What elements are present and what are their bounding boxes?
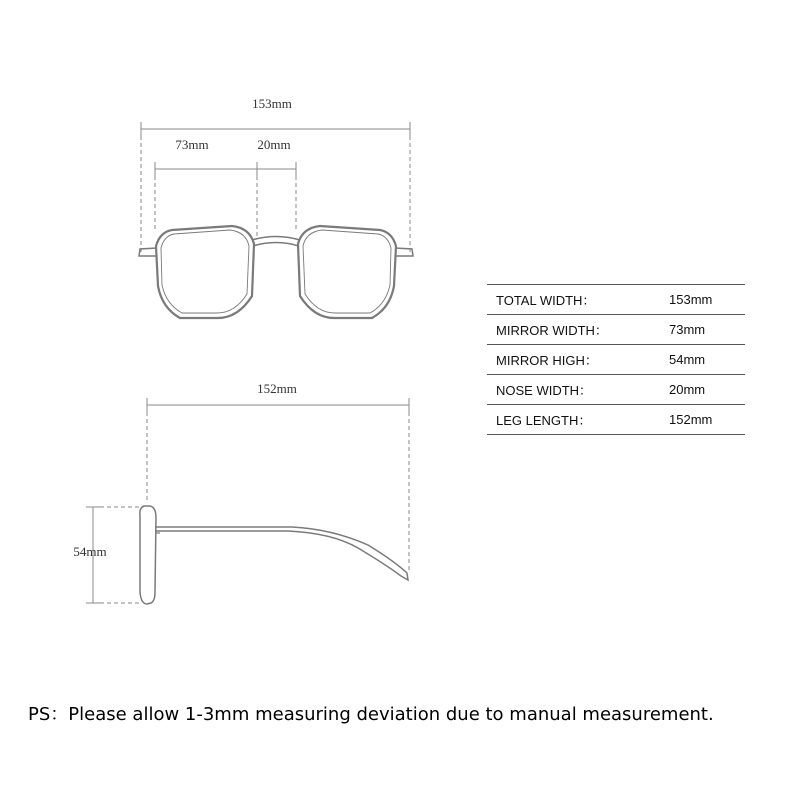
spec-table (487, 284, 745, 435)
temple-hinges (139, 248, 413, 256)
spec-label: NOSE WIDTH： (487, 375, 669, 405)
spec-row (487, 345, 745, 375)
spec-value: 20mm (669, 375, 745, 405)
spec-value: 153mm (669, 285, 745, 315)
measurement-note: PS：Please allow 1-3mm measuring deviation due to manual measurement. (28, 704, 714, 725)
bridge (252, 237, 300, 247)
temple-length-label: 152mm (257, 381, 297, 396)
front-view-glasses (139, 226, 413, 318)
spec-table-body (487, 285, 745, 435)
side-lens (140, 506, 156, 604)
spec-value: 152mm (669, 405, 745, 435)
right-lens (298, 226, 396, 318)
lens-bridge-dimension (155, 162, 296, 236)
bridge-width-label: 20mm (257, 137, 291, 152)
spec-row (487, 285, 745, 315)
spec-row (487, 405, 745, 435)
spec-label: TOTAL WIDTH： (487, 285, 669, 315)
lens-height-label: 54mm (73, 544, 107, 559)
spec-row (487, 375, 745, 405)
lens-width-label: 73mm (175, 137, 209, 152)
spec-value: 73mm (669, 315, 745, 345)
spec-label: MIRROR WIDTH： (487, 315, 669, 345)
spec-label: MIRROR HIGH： (487, 345, 669, 375)
spec-row (487, 315, 745, 345)
side-temple (155, 527, 408, 580)
side-view-glasses (140, 506, 408, 604)
left-lens (156, 226, 254, 318)
spec-label: LEG LENGTH： (487, 405, 669, 435)
spec-value: 54mm (669, 345, 745, 375)
total-width-label: 153mm (252, 96, 292, 111)
